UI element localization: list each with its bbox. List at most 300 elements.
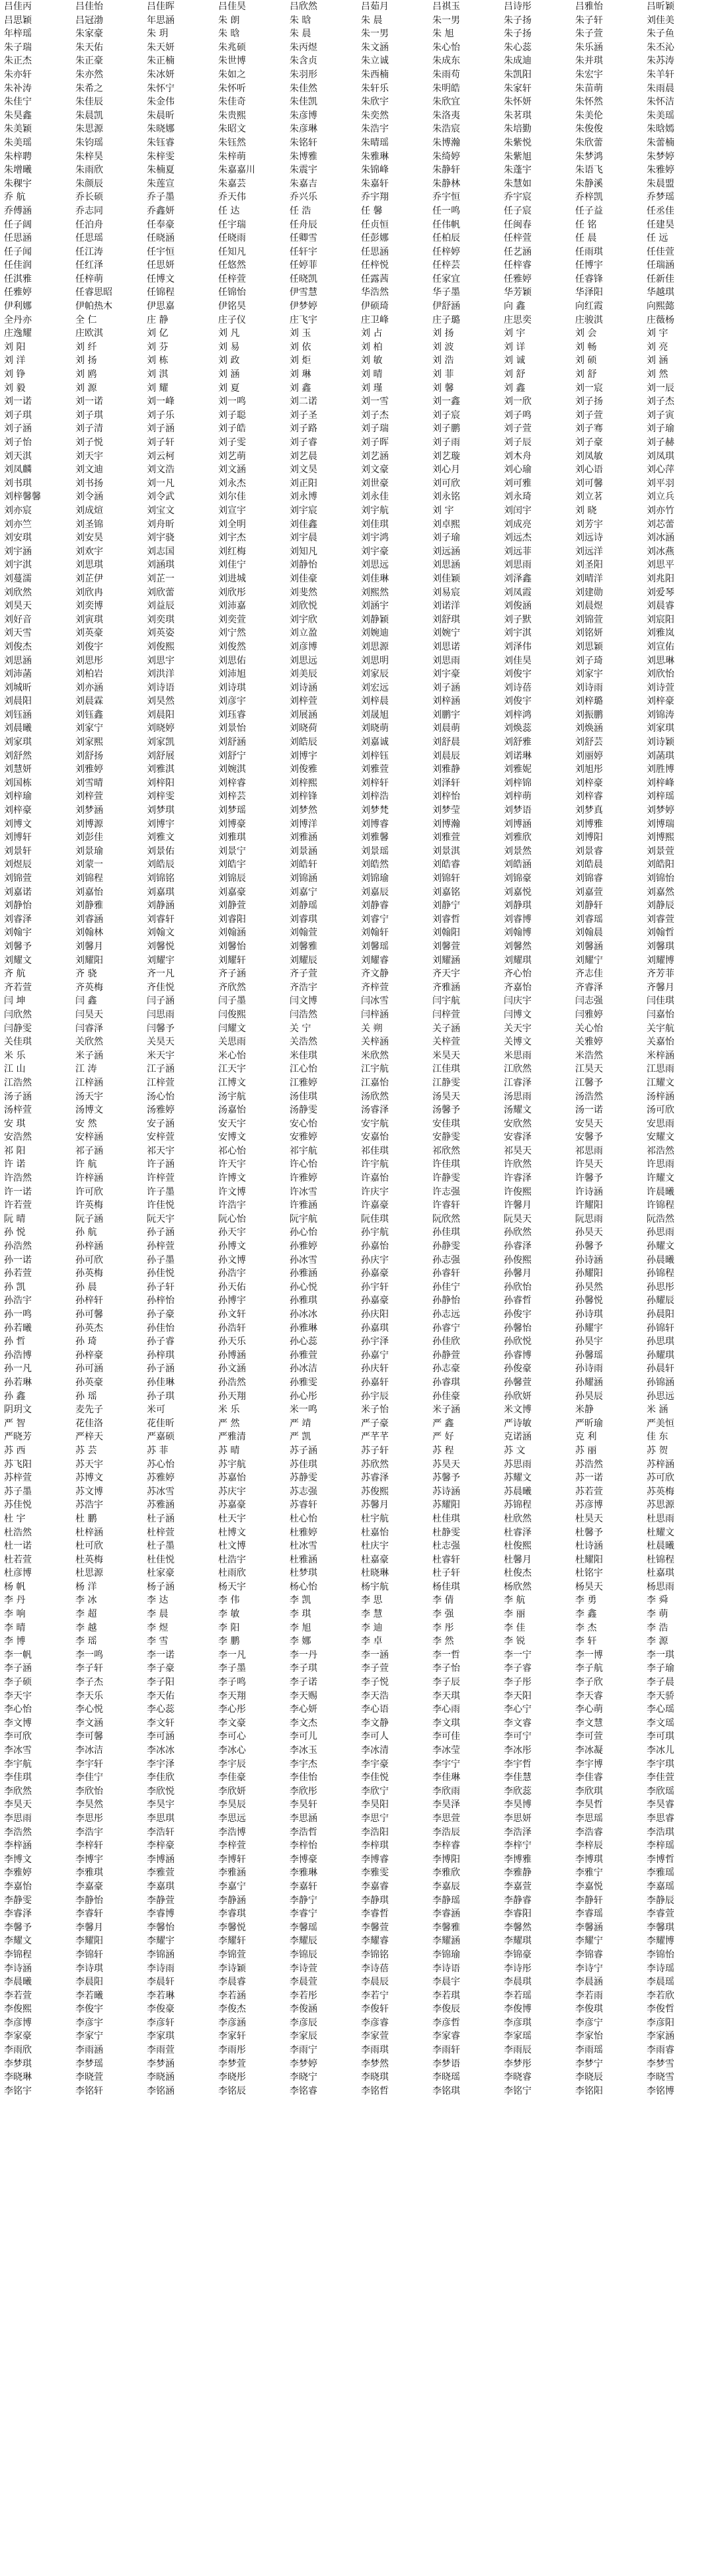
name-cell: 李浩阳 xyxy=(361,1826,389,1838)
name-cell: 苏 芸 xyxy=(75,1445,97,1456)
name-cell: 李馨悦 xyxy=(218,1922,246,1933)
name-cell: 李欣雨 xyxy=(432,1785,460,1797)
name-cell: 刘爱琴 xyxy=(647,587,674,598)
name-cell: 刘子涵 xyxy=(432,682,460,693)
name-cell: 江静雯 xyxy=(432,1077,460,1088)
name-cell: 祁思雨 xyxy=(575,1145,603,1156)
name-cell: 汤耀文 xyxy=(504,1105,532,1116)
name-cell: 李昊宇 xyxy=(147,1799,175,1811)
name-cell: 孙博宇 xyxy=(218,1295,246,1307)
name-cell: 杜冰雪 xyxy=(290,1541,317,1552)
name-cell: 闫梓萱 xyxy=(432,1009,460,1020)
name-cell: 刘梦语 xyxy=(504,805,532,816)
name-cell: 刘耀涵 xyxy=(432,955,460,966)
name-cell: 李俊涵 xyxy=(290,2004,317,2015)
name-cell: 米天宇 xyxy=(147,1050,175,1061)
name-cell: 刘博瀚 xyxy=(432,818,460,830)
name-cell: 刘 浩 xyxy=(432,355,454,366)
name-cell: 孙嘉怡 xyxy=(361,1241,389,1252)
name-cell: 李彦琪 xyxy=(504,2017,532,2028)
name-cell: 李昊辰 xyxy=(218,1799,246,1811)
name-cell: 刘欣怡 xyxy=(647,669,674,680)
name-cell: 祁浩然 xyxy=(647,1145,674,1156)
name-cell: 朱紫悦 xyxy=(504,137,532,148)
name-cell: 苏天宇 xyxy=(75,1459,103,1470)
name-cell: 刘景瑶 xyxy=(361,845,389,857)
name-cell: 严 智 xyxy=(4,1418,26,1429)
name-cell: 刘梓鸿 xyxy=(504,709,532,720)
name-cell: 刘成亮 xyxy=(504,519,532,530)
name-cell: 任睿思昭 xyxy=(75,287,112,298)
name-cell: 刘 扬 xyxy=(75,355,97,366)
name-cell: 严美恒 xyxy=(647,1418,674,1429)
name-cell: 李晓彤 xyxy=(218,2072,246,2083)
name-cell: 李思雨 xyxy=(4,1813,32,1824)
name-cell: 严嘉硕 xyxy=(147,1432,175,1443)
name-cell: 朱子萱 xyxy=(575,28,603,40)
name-cell: 庄欧淇 xyxy=(75,328,103,339)
name-cell: 李浩然 xyxy=(4,1826,32,1838)
name-cell: 刘梓馨馨 xyxy=(4,492,41,503)
name-cell: 朱西楠 xyxy=(361,69,389,80)
name-cell: 朱梓昊 xyxy=(75,151,103,162)
name-cell: 朱怀洁 xyxy=(647,97,674,108)
name-cell: 刘锦程 xyxy=(75,873,103,884)
name-cell: 华越琪 xyxy=(647,287,674,298)
name-cell: 李晨轩 xyxy=(147,1977,175,1988)
name-cell: 李一宁 xyxy=(504,1649,532,1660)
name-cell: 孙梓琪 xyxy=(147,1350,175,1361)
name-cell: 李可萱 xyxy=(575,1731,603,1742)
name-cell: 朱正豪 xyxy=(75,56,103,67)
name-cell: 安博文 xyxy=(218,1132,246,1143)
name-cell: 任梓萱 xyxy=(218,273,246,284)
name-cell: 杜雅婷 xyxy=(290,1527,317,1538)
name-cell: 刘静睿 xyxy=(361,900,389,912)
name-cell: 李馨雅 xyxy=(432,1922,460,1933)
name-cell: 刘景宁 xyxy=(218,845,246,857)
name-cell: 李文博 xyxy=(4,1717,32,1729)
name-cell: 齐心怡 xyxy=(504,968,532,980)
name-cell: 朱正楠 xyxy=(147,56,175,67)
name-cell: 伊帕热木 xyxy=(75,301,112,312)
name-cell: 刘 鸥 xyxy=(75,369,97,380)
name-cell: 孙嘉轩 xyxy=(361,1377,389,1388)
name-cell: 刘家宇 xyxy=(575,669,603,680)
name-cell: 任宇恒 xyxy=(147,246,175,257)
name-cell: 刘景佑 xyxy=(147,845,175,857)
name-cell: 李雅静 xyxy=(504,1868,532,1879)
name-cell: 苏思雨 xyxy=(504,1459,532,1470)
name-cell: 刘令武 xyxy=(147,492,175,503)
name-cell: 李锦睿 xyxy=(575,1949,603,1960)
name-cell: 李子轩 xyxy=(75,1663,103,1674)
name-cell: 刘诺洋 xyxy=(432,601,460,612)
name-cell: 孙庆阳 xyxy=(361,1309,389,1320)
name-cell: 刘雅妮 xyxy=(504,764,532,775)
name-cell: 刘 淇 xyxy=(147,369,169,380)
name-cell: 孙心彤 xyxy=(290,1391,317,1402)
name-cell: 杜梦琪 xyxy=(290,1568,317,1579)
name-cell: 刘 凡 xyxy=(218,328,240,339)
name-cell: 刘欣悦 xyxy=(290,601,317,612)
name-cell: 刘博源 xyxy=(75,818,103,830)
name-cell: 吕祺玉 xyxy=(432,1,460,12)
name-cell: 吕思颖 xyxy=(4,15,32,26)
name-cell: 刘博豪 xyxy=(218,818,246,830)
name-cell: 庄卫峰 xyxy=(361,314,389,325)
name-cell: 李静雯 xyxy=(4,1895,32,1906)
name-cell: 李铭宇 xyxy=(4,2085,32,2096)
name-cell: 刘彦宇 xyxy=(218,696,246,707)
name-cell: 刘雅欣 xyxy=(504,832,532,843)
name-cell: 阮宇航 xyxy=(290,1213,317,1224)
name-cell: 朱兆硕 xyxy=(218,42,246,53)
name-cell: 许一诺 xyxy=(4,1186,32,1197)
name-cell: 汤心怡 xyxy=(147,1091,175,1102)
name-cell: 阮天宇 xyxy=(147,1213,175,1224)
name-cell: 刘梓怡 xyxy=(432,791,460,802)
name-cell: 杜雅涵 xyxy=(290,1554,317,1565)
name-cell: 刘梓锋 xyxy=(290,791,317,802)
name-cell: 李锦程 xyxy=(4,1949,32,1960)
name-cell: 李文睿 xyxy=(504,1717,532,1729)
name-cell: 李 轩 xyxy=(575,1636,597,1647)
name-cell: 李梓怡 xyxy=(290,1840,317,1852)
name-cell: 杜天宇 xyxy=(218,1513,246,1524)
name-cell: 李昊天 xyxy=(4,1799,32,1811)
name-cell: 朱博瀚 xyxy=(432,137,460,148)
name-cell: 刘静颖 xyxy=(361,614,389,625)
name-cell: 向熙懿 xyxy=(647,301,674,312)
name-cell: 任子闻 xyxy=(4,246,32,257)
name-cell: 李佳悦 xyxy=(361,1772,389,1783)
name-cell: 闫博文 xyxy=(504,1009,532,1020)
name-cell: 朱蓬宇 xyxy=(504,165,532,176)
name-cell: 安浩然 xyxy=(4,1132,32,1143)
name-cell: 任贞恒 xyxy=(361,219,389,230)
name-cell: 汤睿泽 xyxy=(361,1105,389,1116)
name-cell: 李一鸣 xyxy=(75,1649,103,1660)
name-cell: 刘雅淇 xyxy=(147,764,175,775)
name-cell: 刘宇杰 xyxy=(218,533,246,544)
name-cell: 孙庆轩 xyxy=(361,1363,389,1375)
name-cell: 李家涵 xyxy=(647,2031,674,2042)
name-cell: 苏子轩 xyxy=(361,1445,389,1456)
name-cell: 孙梓豪 xyxy=(75,1350,103,1361)
name-cell: 安静雯 xyxy=(432,1132,460,1143)
name-cell: 祁宇航 xyxy=(290,1145,317,1156)
name-cell: 朱楠夏 xyxy=(147,165,175,176)
name-cell: 李晨宇 xyxy=(432,1977,460,1988)
name-cell: 刘天宇 xyxy=(75,451,103,462)
name-cell: 李思彤 xyxy=(75,1813,103,1824)
name-cell: 朱家豪 xyxy=(75,28,103,40)
name-cell: 李思涵 xyxy=(290,1813,317,1824)
name-cell: 刘舒芸 xyxy=(575,737,603,748)
name-cell: 孙若曦 xyxy=(4,1322,32,1334)
name-cell: 任 浩 xyxy=(290,205,311,216)
name-cell: 朱奕然 xyxy=(361,110,389,121)
name-cell: 刘翰萱 xyxy=(290,927,317,939)
name-cell: 李家宁 xyxy=(75,2031,103,2042)
name-cell: 华泽阳 xyxy=(575,287,603,298)
name-cell: 任红泽 xyxy=(75,260,103,271)
name-cell: 苏 菲 xyxy=(147,1445,169,1456)
name-cell: 苏一诺 xyxy=(575,1473,603,1484)
name-cell: 李冰心 xyxy=(218,1745,246,1756)
name-cell: 李锦辰 xyxy=(290,1949,317,1960)
name-cell: 刘梓阳 xyxy=(147,777,175,789)
name-cell: 任一鸣 xyxy=(432,205,460,216)
name-cell: 刘博文 xyxy=(4,818,32,830)
name-cell: 李雨宁 xyxy=(290,2045,317,2056)
name-cell: 李若琳 xyxy=(147,1990,175,2001)
name-cell: 刘子寅 xyxy=(647,409,674,421)
name-cell: 江佳琪 xyxy=(432,1064,460,1075)
name-cell: 闫雅婷 xyxy=(575,1009,603,1020)
name-cell: 李子诺 xyxy=(290,1677,317,1688)
name-cell: 任 馨 xyxy=(361,205,383,216)
name-cell: 李静辰 xyxy=(647,1895,674,1906)
name-cell: 刘鹏宇 xyxy=(432,709,460,720)
name-cell: 孙 哲 xyxy=(4,1336,26,1348)
name-cell: 刘耀文 xyxy=(4,955,32,966)
name-cell: 刘子雨 xyxy=(432,437,460,448)
name-cell: 孙可馨 xyxy=(75,1309,103,1320)
name-cell: 孙佳怡 xyxy=(147,1322,175,1334)
name-cell: 李耀阳 xyxy=(75,1936,103,1947)
name-cell: 刘永铭 xyxy=(432,492,460,503)
name-cell: 孙宇航 xyxy=(361,1227,389,1238)
name-cell: 任博文 xyxy=(147,273,175,284)
name-cell: 刘梦梵 xyxy=(361,805,389,816)
name-cell: 刘皓轩 xyxy=(290,859,317,871)
name-cell: 刘子圣 xyxy=(290,409,317,421)
name-cell: 任思妍 xyxy=(147,260,175,271)
name-cell: 孙睿博 xyxy=(504,1350,532,1361)
name-cell: 孙 鑫 xyxy=(4,1391,26,1402)
name-cell: 刘志国 xyxy=(147,546,175,557)
name-cell: 李宇航 xyxy=(4,1758,32,1770)
name-cell: 孙嘉宁 xyxy=(361,1350,389,1361)
name-cell: 汤馨予 xyxy=(432,1105,460,1116)
name-cell: 刘 鑫 xyxy=(504,382,526,394)
name-cell: 闫文博 xyxy=(290,996,317,1007)
name-cell: 李晨涵 xyxy=(575,1977,603,1988)
name-cell: 刘子扬 xyxy=(575,396,603,408)
name-cell: 李天琪 xyxy=(432,1690,460,1701)
name-cell: 苏耀文 xyxy=(504,1473,532,1484)
name-cell: 李晨阳 xyxy=(75,1977,103,1988)
name-cell: 李 迪 xyxy=(361,1622,383,1633)
name-cell: 朱贵熙 xyxy=(218,110,246,121)
name-cell: 朱金伟 xyxy=(147,97,175,108)
name-cell: 李可欣 xyxy=(4,1731,32,1742)
name-cell: 李昊然 xyxy=(75,1799,103,1811)
name-cell: 李天乐 xyxy=(75,1690,103,1701)
name-cell: 刘彦博 xyxy=(290,641,317,652)
name-cell: 齐子萱 xyxy=(290,968,317,980)
name-cell: 汤浩然 xyxy=(575,1091,603,1102)
name-cell: 任卿雪 xyxy=(290,233,317,244)
name-cell: 苏锦程 xyxy=(504,1500,532,1511)
name-cell: 刘嘉怡 xyxy=(75,886,103,898)
name-cell: 齐梓萱 xyxy=(361,982,389,993)
name-cell: 任子益 xyxy=(575,205,603,216)
name-cell: 任婷菲 xyxy=(290,260,317,271)
name-cell: 孙一诺 xyxy=(4,1254,32,1266)
name-cell: 李彦宇 xyxy=(75,2017,103,2028)
name-cell: 孙昊辰 xyxy=(575,1391,603,1402)
name-cell: 杜彦博 xyxy=(4,1568,32,1579)
name-cell: 杜 鹏 xyxy=(75,1513,97,1524)
name-cell: 江思雨 xyxy=(647,1064,674,1075)
name-cell: 孙 悦 xyxy=(4,1227,26,1238)
name-cell: 齐睿泽 xyxy=(575,982,603,993)
name-cell: 刘诗雨 xyxy=(575,682,603,693)
name-cell: 李天宇 xyxy=(4,1690,32,1701)
name-cell: 乔鑫妍 xyxy=(147,205,175,216)
name-cell: 刘博阳 xyxy=(575,832,603,843)
name-cell: 李晓琪 xyxy=(361,2072,389,2083)
name-cell: 杨思雨 xyxy=(647,1581,674,1592)
name-cell: 孙子墨 xyxy=(147,1254,175,1266)
name-cell: 关浩然 xyxy=(290,1037,317,1048)
name-cell: 齐馨月 xyxy=(647,982,674,993)
name-cell: 刘俊宇 xyxy=(75,641,103,652)
name-cell: 李耀宁 xyxy=(575,1936,603,1947)
name-cell: 朱含贞 xyxy=(290,56,317,67)
name-cell: 李家瑶 xyxy=(504,2031,532,2042)
name-cell: 孙思彤 xyxy=(647,1281,674,1293)
name-cell: 李嘉豪 xyxy=(75,1881,103,1892)
name-cell: 刘子豪 xyxy=(575,437,603,448)
name-cell: 刘好音 xyxy=(4,614,32,625)
name-cell: 孙博文 xyxy=(218,1241,246,1252)
name-cell: 许诗涵 xyxy=(575,1186,603,1197)
name-cell: 李雅雯 xyxy=(361,1868,389,1879)
name-cell: 刘雅萱 xyxy=(432,832,460,843)
name-cell: 刘晨萌 xyxy=(432,723,460,734)
name-cell: 任晓凯 xyxy=(290,273,317,284)
name-cell: 朱美颖 xyxy=(4,124,32,135)
name-cell: 刘永佳 xyxy=(361,492,389,503)
name-cell: 孙天翔 xyxy=(218,1391,246,1402)
name-cell: 朱希之 xyxy=(75,83,103,94)
name-cell: 李睿涵 xyxy=(432,1909,460,1920)
name-cell: 刘梦然 xyxy=(290,805,317,816)
name-cell: 刘子悦 xyxy=(75,437,103,448)
name-cell: 刘景轩 xyxy=(4,845,32,857)
name-cell: 杜雨欣 xyxy=(218,1568,246,1579)
name-cell: 刘展涵 xyxy=(290,709,317,720)
name-cell: 安梓萱 xyxy=(147,1132,175,1143)
name-cell: 刘焕蕊 xyxy=(504,723,532,734)
name-cell: 汤雅婷 xyxy=(147,1105,175,1116)
name-cell: 刘景睿 xyxy=(575,845,603,857)
name-cell: 李静琪 xyxy=(361,1895,389,1906)
name-cell: 李心瑶 xyxy=(647,1704,674,1715)
name-cell: 李一涵 xyxy=(361,1649,389,1660)
name-cell: 朱钰睿 xyxy=(147,137,175,148)
name-cell: 刘宇豪 xyxy=(361,546,389,557)
name-cell: 刘正阳 xyxy=(290,478,317,489)
name-cell: 克 利 xyxy=(575,1432,597,1443)
name-cell: 李 卓 xyxy=(361,1636,383,1647)
name-cell: 李晨萱 xyxy=(290,1977,317,1988)
name-cell: 米欣然 xyxy=(361,1050,389,1061)
name-cell: 刘一诺 xyxy=(4,396,32,408)
name-cell: 李 浩 xyxy=(647,1622,668,1633)
name-cell: 安 然 xyxy=(75,1118,97,1129)
name-cell: 李文涵 xyxy=(75,1717,103,1729)
name-cell: 李梓萱 xyxy=(218,1840,246,1852)
name-cell: 刘 铮 xyxy=(4,369,26,380)
name-cell: 苏晨曦 xyxy=(504,1486,532,1497)
name-cell: 刘 宇 xyxy=(504,328,526,339)
name-cell: 朱 晗 xyxy=(218,28,240,40)
name-cell: 严 然 xyxy=(218,1418,240,1429)
name-cell: 李雅宁 xyxy=(575,1868,603,1879)
name-cell: 李 强 xyxy=(432,1609,454,1620)
name-cell: 刘静琪 xyxy=(504,900,532,912)
name-cell: 刘子鸣 xyxy=(504,409,532,421)
name-cell: 严雅清 xyxy=(218,1432,246,1443)
name-cell: 李佳豪 xyxy=(218,1772,246,1783)
name-cell: 李雨彤 xyxy=(218,2045,246,2056)
name-cell: 李浩睿 xyxy=(575,1826,603,1838)
name-cell: 朱亦然 xyxy=(75,69,103,80)
name-cell: 朱莲宣 xyxy=(147,178,175,189)
name-cell: 许俊熙 xyxy=(504,1186,532,1197)
name-cell: 孙 凯 xyxy=(4,1281,26,1293)
name-cell: 刘嘉宁 xyxy=(290,886,317,898)
name-cell: 汤梓萱 xyxy=(4,1105,32,1116)
name-cell: 米子涵 xyxy=(432,1404,460,1416)
name-cell: 刘舒展 xyxy=(147,750,175,761)
name-cell: 刘耀琪 xyxy=(504,955,532,966)
name-cell: 李家豪 xyxy=(4,2031,32,2042)
name-cell: 刘梓芸 xyxy=(218,791,246,802)
name-cell: 孙英豪 xyxy=(75,1377,103,1388)
name-cell: 刘文迪 xyxy=(75,464,103,476)
name-cell: 杜嘉琪 xyxy=(647,1568,674,1579)
name-cell: 朱心怡 xyxy=(432,42,460,53)
name-cell: 刘子涵 xyxy=(4,423,32,435)
name-cell: 刘熙然 xyxy=(361,587,389,598)
name-cell: 刘一欣 xyxy=(504,396,532,408)
name-cell: 孙静怡 xyxy=(432,1295,460,1307)
name-cell: 朱晗嫣 xyxy=(647,124,674,135)
name-cell: 刘 详 xyxy=(504,341,526,353)
name-cell: 李 丹 xyxy=(4,1595,26,1606)
name-cell: 闫志强 xyxy=(575,996,603,1007)
name-cell: 许宇航 xyxy=(361,1159,389,1170)
name-cell: 李可心 xyxy=(218,1731,246,1742)
name-cell: 孙浩然 xyxy=(4,1241,32,1252)
name-cell: 李冰雪 xyxy=(4,1745,32,1756)
name-cell: 刘永杰 xyxy=(218,478,246,489)
name-cell: 安天宇 xyxy=(218,1118,246,1129)
name-cell: 刘博洋 xyxy=(290,818,317,830)
name-cell: 朱一男 xyxy=(361,28,389,40)
name-cell: 李冰清 xyxy=(361,1745,389,1756)
name-cell: 杜志强 xyxy=(432,1541,460,1552)
name-cell: 刘子杰 xyxy=(647,396,674,408)
name-cell: 刘凤麟 xyxy=(4,464,32,476)
name-cell: 伊舒涵 xyxy=(432,301,460,312)
